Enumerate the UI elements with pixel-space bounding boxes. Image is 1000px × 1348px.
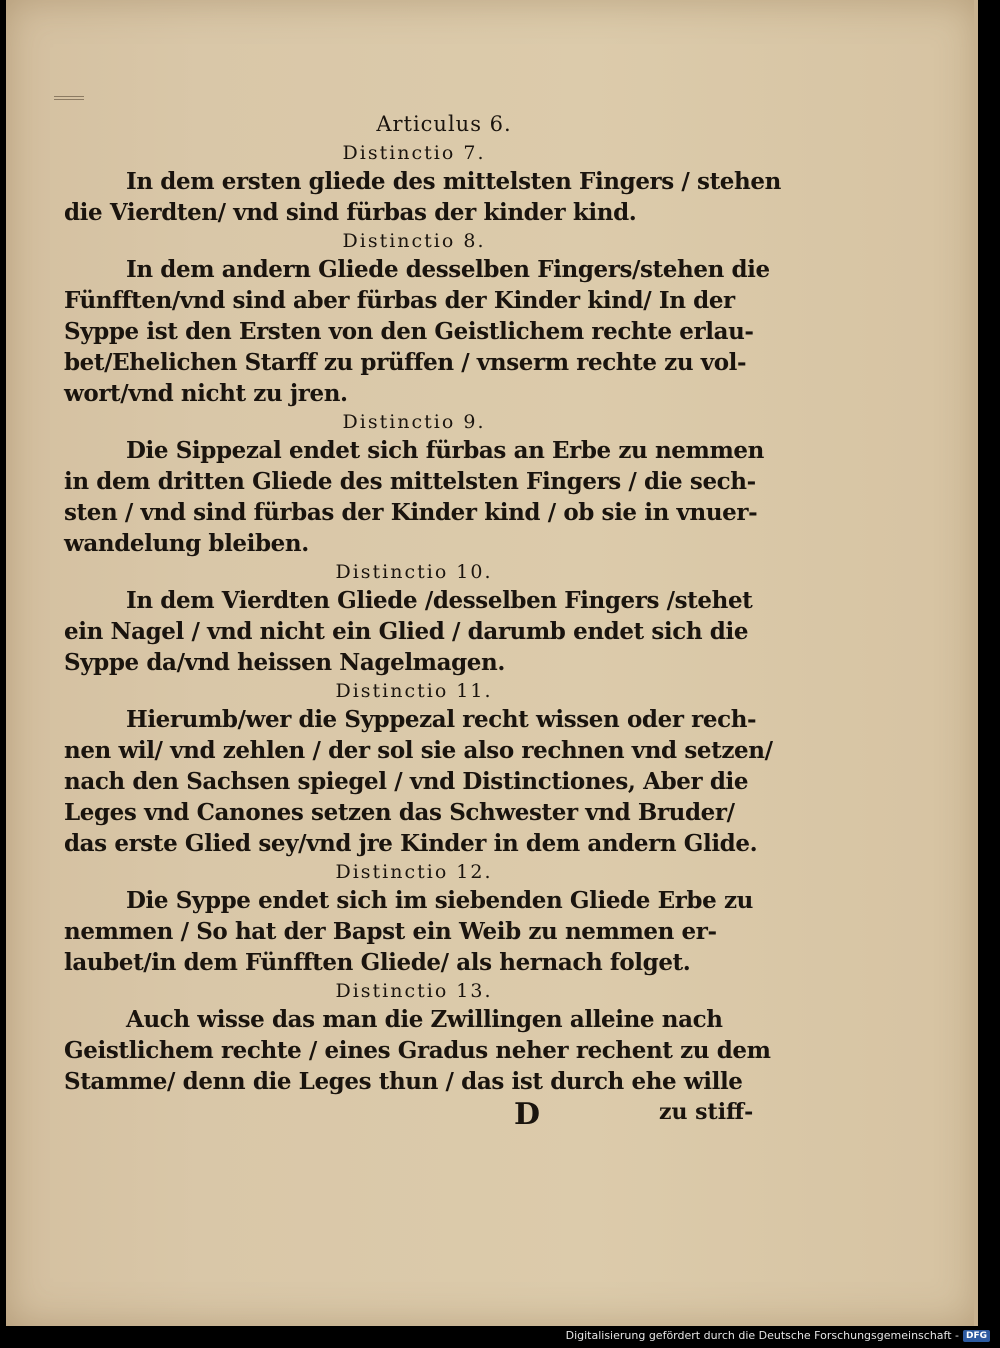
book-page (6, 0, 978, 1326)
section-heading: Distinctio 9. (342, 411, 486, 433)
text-line: laubet/in dem Fünfften Gliede/ als hernach folget. (64, 949, 691, 976)
margin-mark (54, 96, 84, 104)
section-heading: Distinctio 11. (335, 680, 493, 702)
running-head: Articulus 6. (376, 112, 512, 136)
text-line: ein Nagel / vnd nicht ein Glied / darumb endet sich die (64, 618, 749, 645)
text-line: Geistlichem rechte / eines Gradus neher rechent zu dem (64, 1037, 771, 1064)
text-line: in dem dritten Gliede des mittelsten Fingers / die sech- (64, 468, 756, 495)
footer-text: Digitalisierung gefördert durch die Deutsche Forschungsgemeinschaft - (565, 1329, 959, 1342)
text-line: In dem ersten gliede des mittelsten Fingers / stehen (126, 168, 781, 195)
text-line: Fünfften/vnd sind aber fürbas der Kinder kind/ In der (64, 287, 735, 314)
text-block (64, 112, 781, 1132)
text-line: nen wil/ vnd zehlen / der sol sie also rechnen vnd setzen/ (64, 737, 773, 764)
text-line: Hierumb/wer die Syppezal recht wissen oder rech- (126, 706, 757, 733)
text-line: bet/Ehelichen Starff zu prüffen / vnserm rechte zu vol- (64, 349, 747, 376)
text-line: Die Syppe endet sich im siebenden Gliede Erbe zu (126, 887, 753, 914)
signature-mark: D (514, 1097, 541, 1132)
text-line: sten / vnd sind fürbas der Kinder kind / ob sie in vnuer- (64, 499, 758, 526)
text-line: Syppe ist den Ersten von den Geistlichem rechte erlau- (64, 318, 754, 345)
section-heading: Distinctio 8. (342, 230, 486, 252)
text-line: Die Sippezal endet sich fürbas an Erbe zu nemmen (126, 437, 764, 464)
text-line: das erste Glied sey/vnd jre Kinder in dem andern Glide. (64, 830, 758, 857)
text-line: wort/vnd nicht zu jren. (64, 380, 348, 407)
text-line: Auch wisse das man die Zwillingen alleine nach (126, 1006, 723, 1033)
page-edge (974, 0, 978, 1326)
catchword: zu stiff- (659, 1099, 754, 1125)
text-line: nach den Sachsen spiegel / vnd Distinctiones, Aber die (64, 768, 749, 795)
text-line: In dem andern Gliede desselben Fingers/stehen die (126, 256, 770, 283)
section-heading: Distinctio 10. (335, 561, 493, 583)
text-line: Leges vnd Canones setzen das Schwester vnd Bruder/ (64, 799, 735, 826)
dfg-logo-icon: DFG (963, 1330, 990, 1342)
text-line: nemmen / So hat der Bapst ein Weib zu nemmen er- (64, 918, 717, 945)
footer-credit (566, 1329, 990, 1342)
section-heading: Distinctio 13. (335, 980, 493, 1002)
text-line: Syppe da/vnd heissen Nagelmagen. (64, 649, 505, 676)
text-line: wandelung bleiben. (64, 530, 309, 557)
section-heading: Distinctio 7. (342, 142, 486, 164)
text-line: Stamme/ denn die Leges thun / das ist durch ehe wille (64, 1068, 743, 1095)
section-heading: Distinctio 12. (335, 861, 493, 883)
text-line: In dem Vierdten Gliede /desselben Fingers /stehet (126, 587, 753, 614)
text-line: die Vierdten/ vnd sind fürbas der kinder kind. (64, 199, 637, 226)
catchword-row (64, 1097, 764, 1131)
